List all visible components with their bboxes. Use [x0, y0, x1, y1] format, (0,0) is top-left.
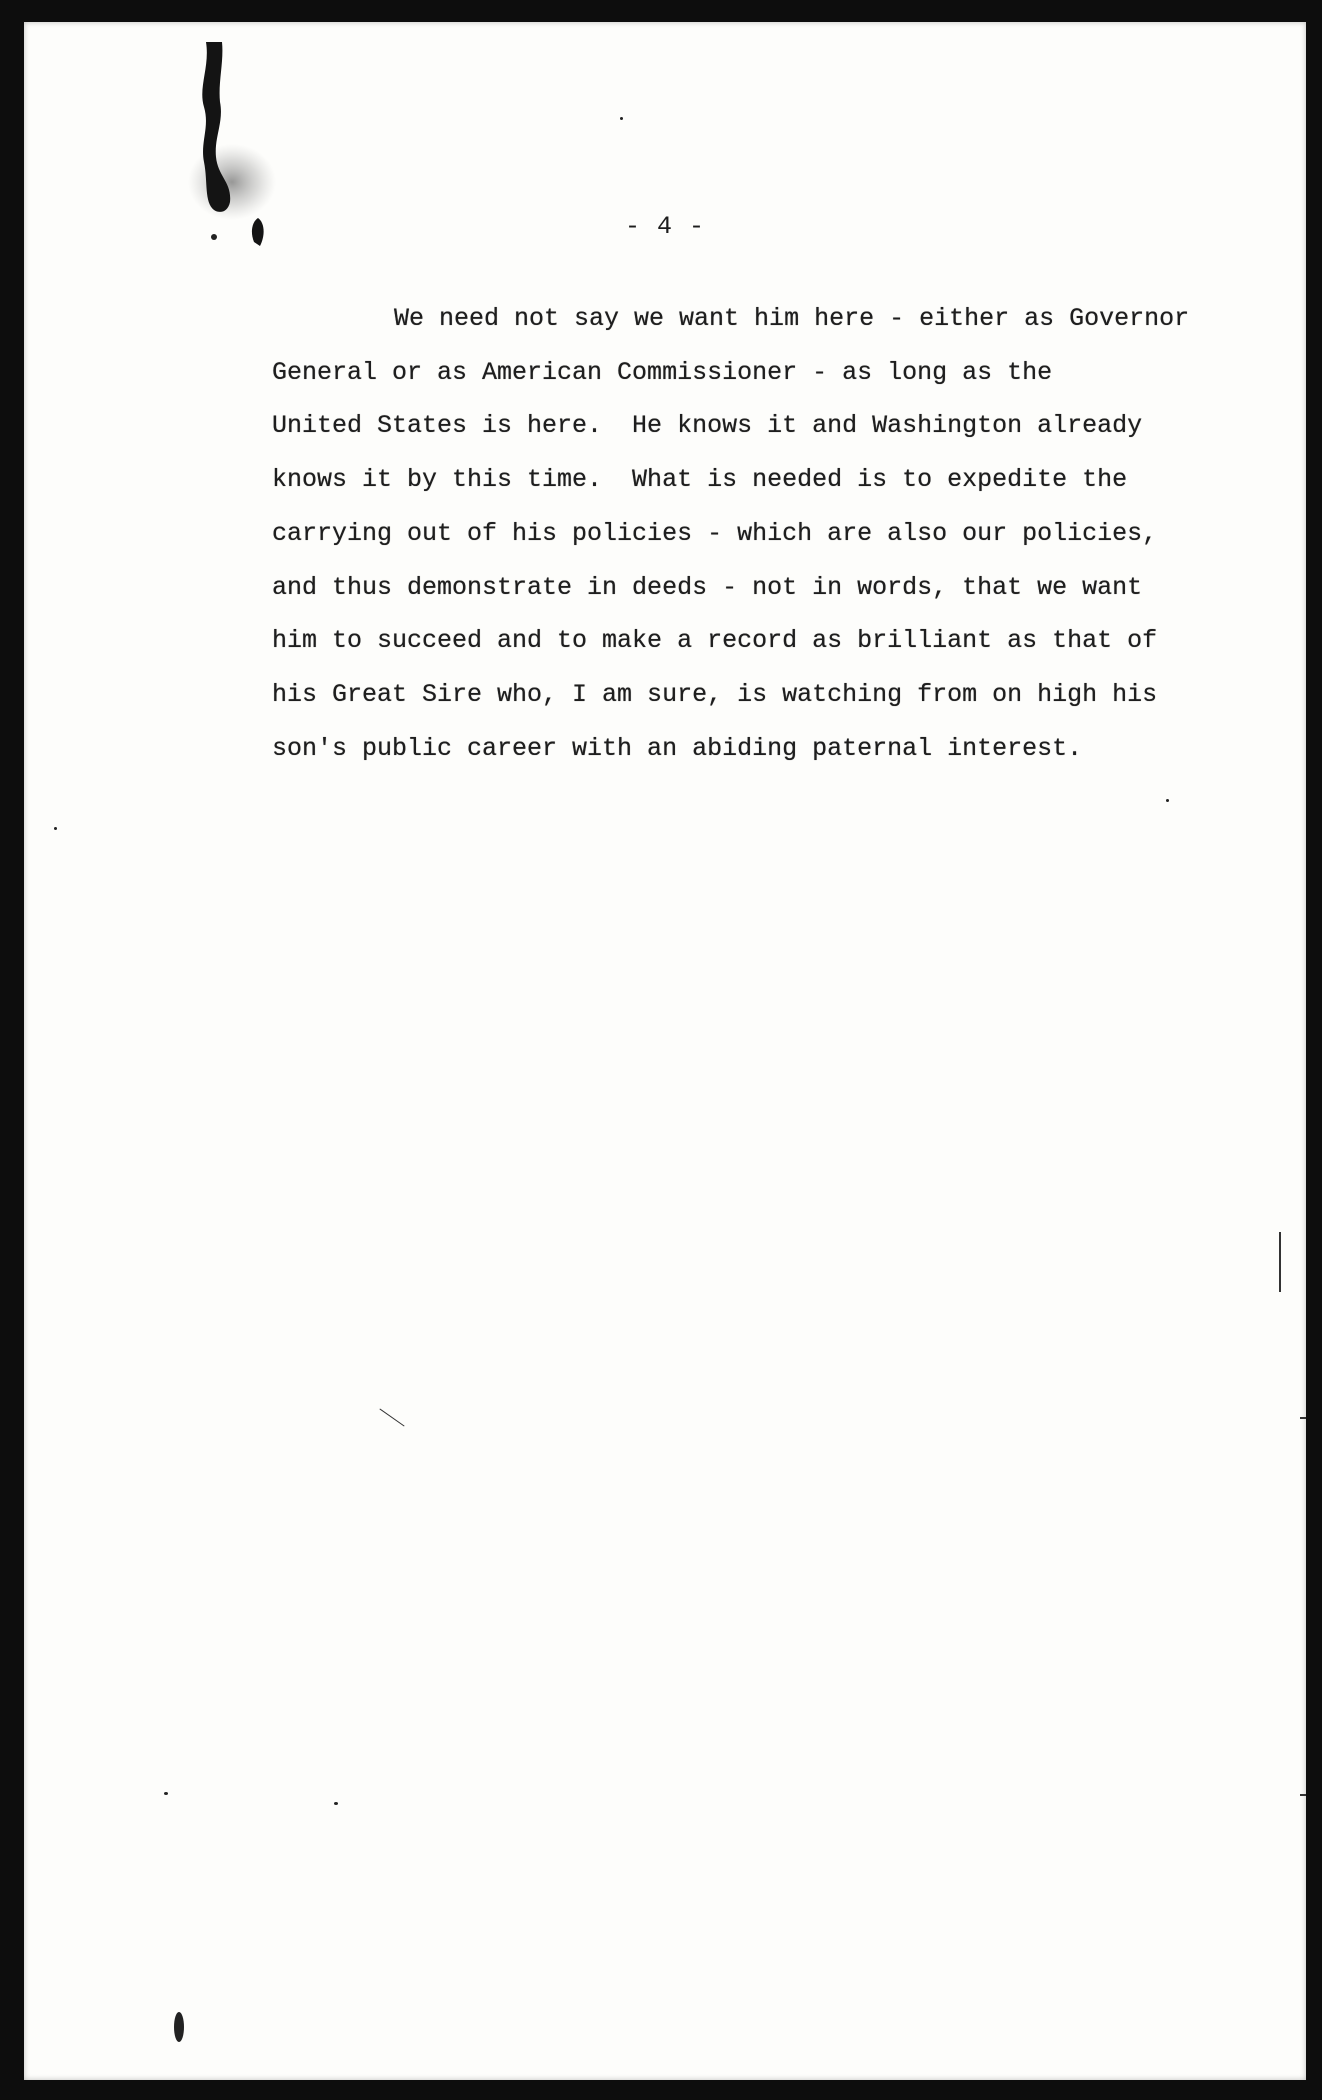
page-edge-mark	[1300, 1794, 1306, 1796]
paragraph-line: carrying out of his policies - which are also our policies,	[272, 518, 1158, 548]
page-edge-mark	[1300, 1417, 1306, 1419]
ink-speck	[174, 2012, 184, 2042]
paragraph-line: him to succeed and to make a record as brilliant as that of	[272, 626, 1158, 656]
paragraph-line: and thus demonstrate in deeds - not in words, that we want	[272, 572, 1143, 602]
paragraph-line: knows it by this time. What is needed is to expedite the	[272, 465, 1128, 495]
paragraph-line: General or as American Commissioner - as long as the	[272, 357, 1053, 387]
typed-paragraph	[272, 292, 1272, 775]
ink-speck	[54, 827, 57, 830]
paragraph-line: United States is here. He knows it and Washington already	[272, 411, 1143, 441]
document-page	[24, 22, 1306, 2080]
paragraph-line: his Great Sire who, I am sure, is watching from on high his	[272, 679, 1158, 709]
ink-speck	[164, 1792, 168, 1795]
ink-speck	[1166, 799, 1169, 802]
ink-speck	[334, 1802, 338, 1805]
paragraph-line: We need not say we want him here - either as Governor	[394, 304, 1190, 333]
ink-speck	[620, 117, 623, 120]
page-edge-mark	[379, 1408, 404, 1426]
page-number: - 4 -	[624, 212, 705, 241]
paragraph-line: son's public career with an abiding paternal interest.	[272, 733, 1083, 763]
page-edge-mark	[1279, 1232, 1281, 1292]
